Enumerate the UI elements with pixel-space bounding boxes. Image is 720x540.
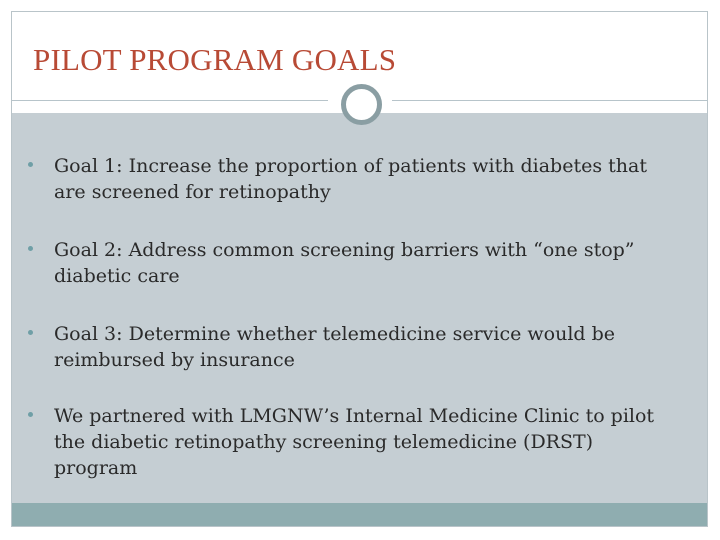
title-divider-left	[12, 100, 328, 101]
bullet-icon	[28, 412, 33, 417]
bullet-item-goal-2	[28, 237, 678, 289]
bullet-item-goal-1	[28, 153, 678, 205]
bullet-icon	[28, 162, 33, 167]
title-divider-right	[392, 100, 708, 101]
slide	[11, 11, 708, 527]
bullet-icon	[28, 246, 33, 251]
bullet-text: Goal 1: Increase the proportion of patients with diabetes that are screened for retinopathy	[54, 155, 647, 203]
bullet-item-partnership	[28, 403, 678, 481]
footer-bar	[12, 503, 707, 526]
content-panel	[12, 111, 707, 505]
bullet-text: We partnered with LMGNW’s Internal Medicine Clinic to pilot the diabetic retinopathy screening telemedicine (DRST) program	[54, 405, 655, 479]
circle-ornament-icon	[341, 84, 382, 125]
bullet-item-goal-3	[28, 321, 678, 373]
slide-title: PILOT PROGRAM GOALS	[33, 42, 397, 77]
bullet-text: Goal 2: Address common screening barriers with “one stop” diabetic care	[54, 239, 635, 287]
bullet-text: Goal 3: Determine whether telemedicine service would be reimbursed by insurance	[54, 323, 616, 371]
bullet-icon	[28, 330, 33, 335]
